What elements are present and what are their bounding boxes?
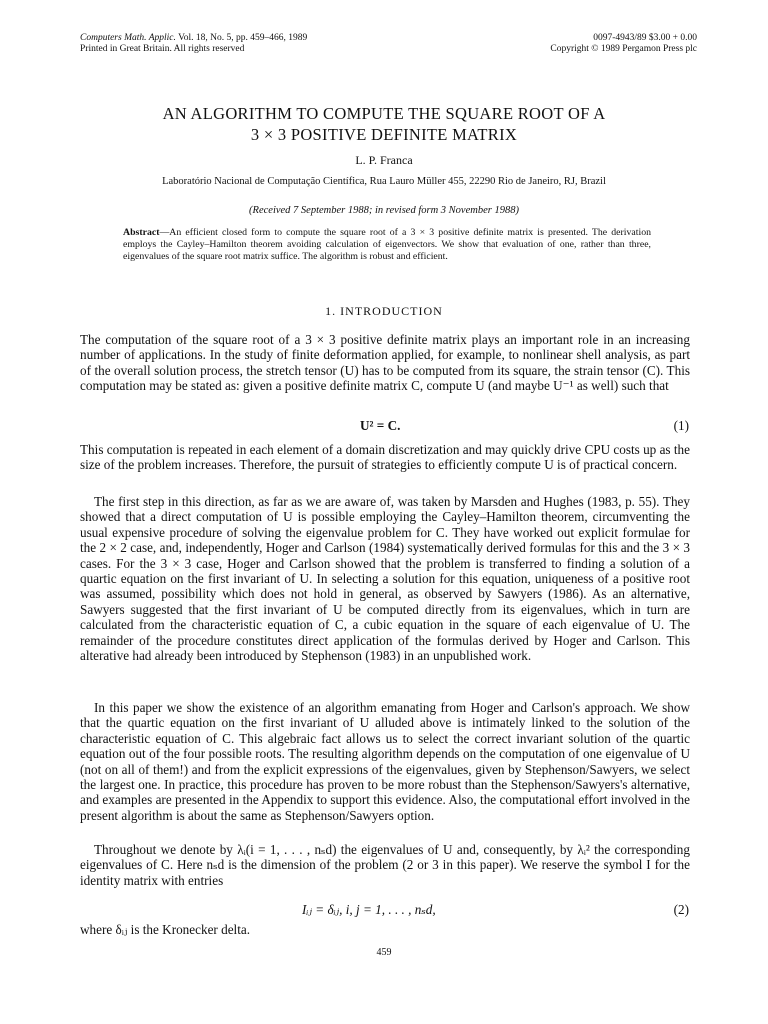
page-number: 459	[376, 947, 392, 958]
author-name: L. P. Franca	[355, 153, 413, 167]
equation-1: U² = C.	[360, 418, 401, 433]
title-line-1: AN ALGORITHM TO COMPUTE THE SQUARE ROOT OF A	[162, 104, 606, 123]
issn-code: 0097-4943/89 $3.00 + 0.00	[593, 33, 697, 43]
printed-notice: Printed in Great Britain. All rights reserved	[80, 44, 245, 54]
journal-citation: Vol. 18, No. 5, pp. 459–466, 1989	[178, 33, 308, 43]
equation-2: Iᵢⱼ = δᵢⱼ, i, j = 1, . . . , nₛd,	[302, 902, 436, 917]
abstract	[123, 227, 651, 262]
paragraph-4: In this paper we show the existence of an algorithm emanating from Hoger and Carlson's approach. We show that the quartic equation on the first invariant of U alluded above is intimately linked to the solution of the characteristic equation of C. This algebraic fact allows us to select the correct invariant solution of the quartic equation out of the four possible roots. The resulting algorithm depends on the computation of one eigenvalue of U (not on all of them!) and from the explicit expressions of the eigenvalues, given by Stephenson/Sawyers, we select the largest one. In practice, this procedure has proven to be more robust than the Stephenson/Sawyers's alternative, and examples are presented in the Appendix to support this evidence. Also, the computational effort involved in the present algorithm is about the same as Stephenson/Sawyers option.	[80, 700, 690, 823]
journal-header-left	[80, 33, 307, 55]
paragraph-1: The computation of the square root of a 3 × 3 positive definite matrix plays an important role in an increasing number of applications. In the study of finite deformation applied, for example, to nonlinear shell analysis, as part of the overall solution process, the stretch tensor (U) has to be computed from its square, the strain tensor (C). This computation may be stated as: given a positive definite matrix C, compute U (and maybe U⁻¹ as well) such that	[80, 332, 690, 394]
abstract-label: Abstract	[123, 227, 160, 238]
equation-2-number: (2)	[673, 902, 689, 917]
paragraph-3: The first step in this direction, as far as we are aware of, was taken by Marsden and Hughes (1983, p. 55). They showed that a direct computation of U is possible employing the Cayley–Hamilton theorem, circumventing the usual expensive procedure of solving the eigenvalue problem for C. They have worked out explicit formulae for the 2 × 2 case, and, independently, Hoger and Carlson (1984) systematically derived formulas for this and the 3 × 3 cases. For the 3 × 3 case, Hoger and Carlson showed that the problem is transferred to finding a solution of a quartic equation on the first invariant of U. In selecting a solution for this equation, uniqueness of a positive root was assumed, possibility which does not hold in general, as observed by Sawyers (1986). As an alternative, Sawyers suggested that the first invariant of U be computed directly from its eigenvalues, which in turn are calculated from the characteristic equation of C, a cubic equation in the square of each eigenvalue of U. The remainder of the procedure constitutes direct application of the formulas derived by Hoger and Carlson. This alterative had already been introduced by Stephenson (1983) in an unpublished work.	[80, 494, 690, 664]
paragraph-6: where δᵢⱼ is the Kronecker delta.	[80, 922, 251, 937]
journal-name: Computers Math. Applic.	[80, 33, 176, 43]
copyright-notice: Copyright © 1989 Pergamon Press plc	[550, 44, 697, 54]
paragraph-2: This computation is repeated in each element of a domain discretization and may quickly drive CPU costs up as the size of the problem increases. Therefore, the pursuit of strategies to efficiently compute U is of practical concern.	[80, 442, 690, 473]
section-heading: 1. INTRODUCTION	[325, 304, 443, 318]
equation-1-number: (1)	[673, 418, 689, 433]
paper-title	[0, 103, 768, 145]
received-dates: (Received 7 September 1988; in revised form 3 November 1988)	[249, 205, 519, 216]
paragraph-5: Throughout we denote by λᵢ(i = 1, . . . , nₛd) the eigenvalues of U and, consequently, by λᵢ² the corresponding eigenvalues of C. Here nₛd is the dimension of the problem (2 or 3 in this paper). We reserve the symbol I for the identity matrix with entries	[80, 842, 690, 888]
journal-header-right	[550, 33, 697, 55]
author-affiliation: Laboratório Nacional de Computação Científica, Rua Lauro Müller 455, 22290 Rio de Janeiro, RJ, Brazil	[162, 176, 606, 187]
abstract-text: —An efficient closed form to compute the square root of a 3 × 3 positive definite matrix is presented. The derivation employs the Cayley–Hamilton theorem avoiding calculation of eigenvectors. We show that evaluation of one, rather than three, eigenvalues of the square root matrix suffice. The algorithm is robust and efficient.	[123, 227, 651, 262]
title-line-2: 3 × 3 POSITIVE DEFINITE MATRIX	[250, 125, 518, 144]
